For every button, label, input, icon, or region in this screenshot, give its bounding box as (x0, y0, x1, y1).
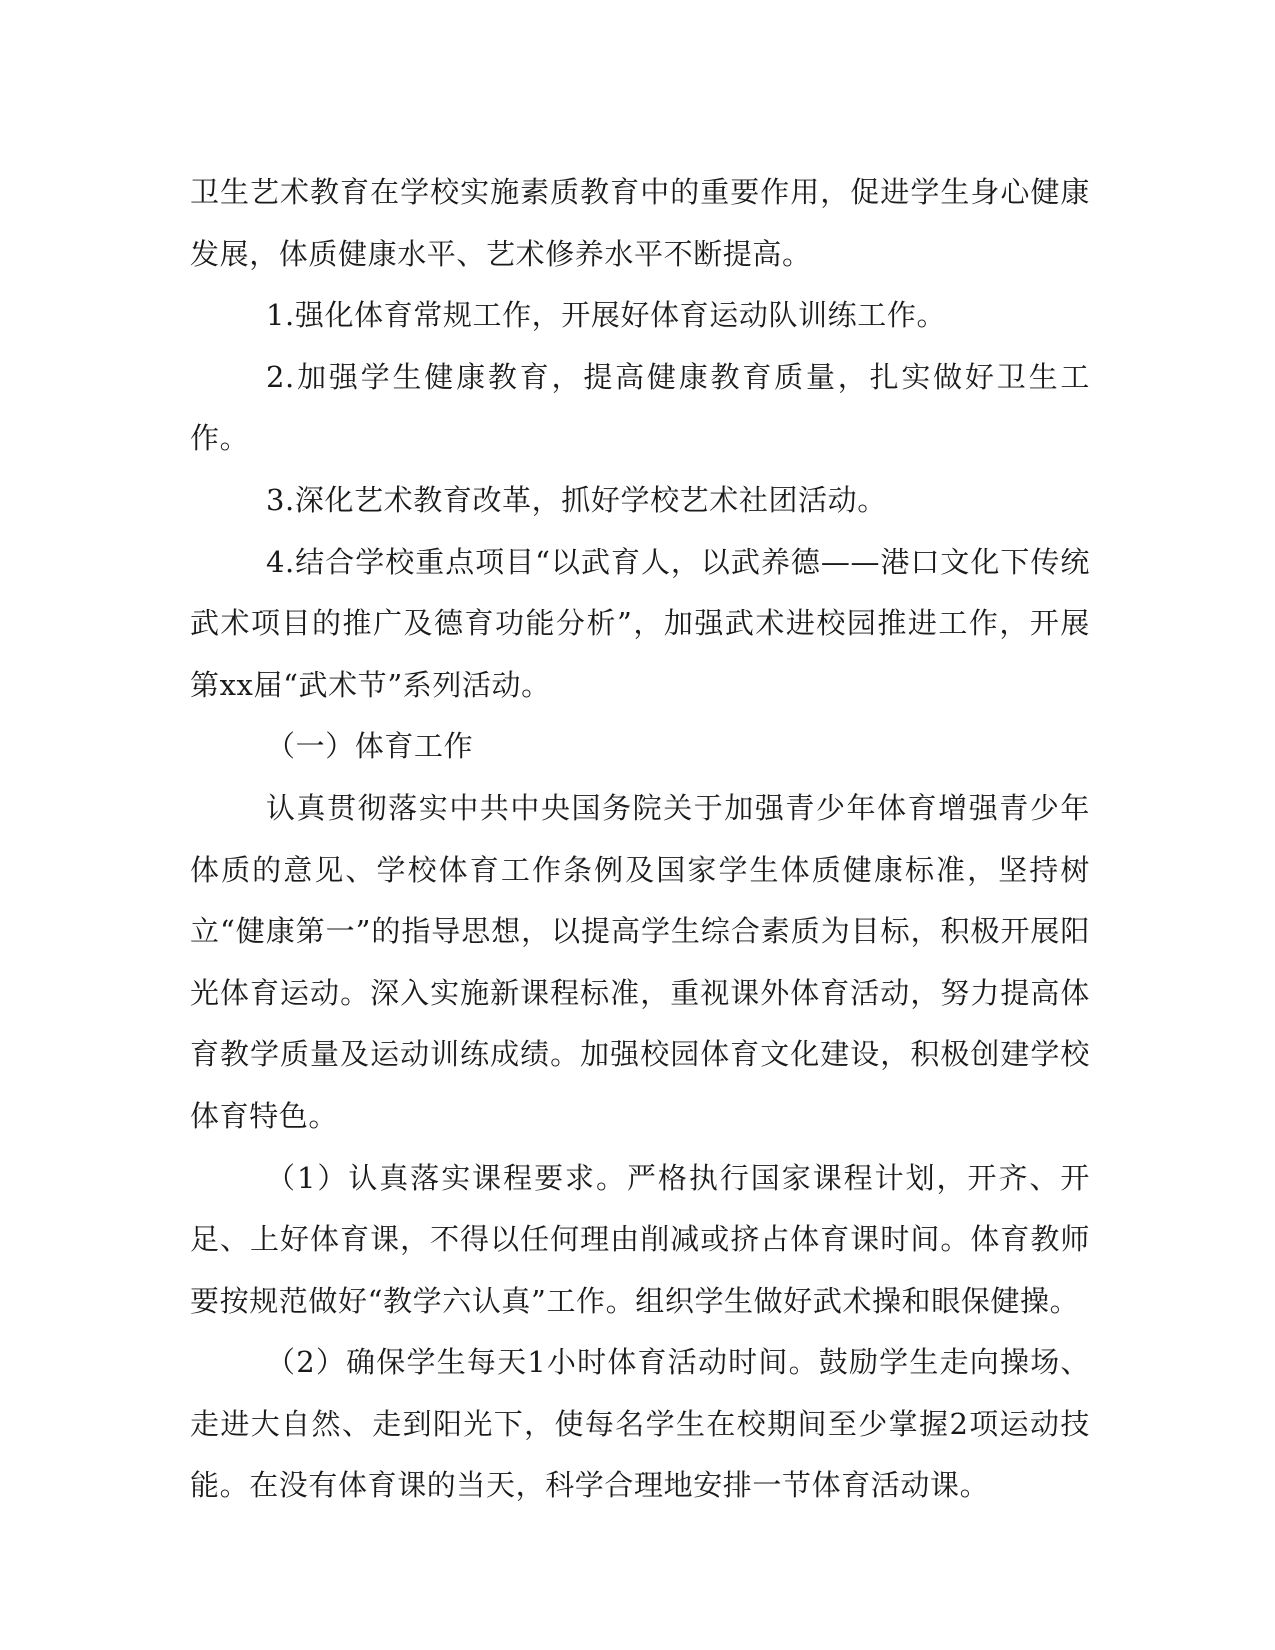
list-item-3: 3.深化艺术教育改革，抓好学校艺术社团活动。 (266, 482, 887, 517)
paragraph-sports-overview: 认真贯彻落实中共中央国务院关于加强青少年体育增强青少年体质的意见、学校体育工作条例及国家学生体质健康标准，坚持树立“健康第一”的指导思想，以提高学生综合素质为目标，积极开展阳光体育运动。深入实施新课程标准，重视课外体育活动，努力提高体育教学质量及运动训练成绩。加强校园体育文化建设，积极创建学校体育特色。 (190, 790, 1090, 1133)
list-item-4: 4.结合学校重点项目“以武育人，以武养德——港口文化下传统武术项目的推广及德育功能分析”，加强武术进校园推进工作，开展第xx届“武术节”系列活动。 (190, 544, 1090, 702)
paragraph-item-2: （2）确保学生每天1小时体育活动时间。鼓励学生走向操场、走进大自然、走到阳光下，使每名学生在校期间至少掌握2项运动技能。在没有体育课的当天，科学合理地安排一节体育活动课。 (190, 1345, 1090, 1503)
document-body (190, 162, 1090, 1517)
section-heading-sports: （一）体育工作 (266, 729, 474, 764)
list-item-1: 1.强化体育常规工作，开展好体育运动队训练工作。 (266, 298, 947, 333)
list-item-2: 2.加强学生健康教育，提高健康教育质量，扎实做好卫生工作。 (190, 359, 1090, 456)
paragraph-intro-continued: 卫生艺术教育在学校实施素质教育中的重要作用，促进学生身心健康发展，体质健康水平、艺术修养水平不断提高。 (190, 175, 1090, 271)
paragraph-item-1: （1）认真落实课程要求。严格执行国家课程计划，开齐、开足、上好体育课，不得以任何理由削减或挤占体育课时间。体育教师要按规范做好“教学六认真”工作。组织学生做好武术操和眼保健操。 (190, 1160, 1090, 1318)
